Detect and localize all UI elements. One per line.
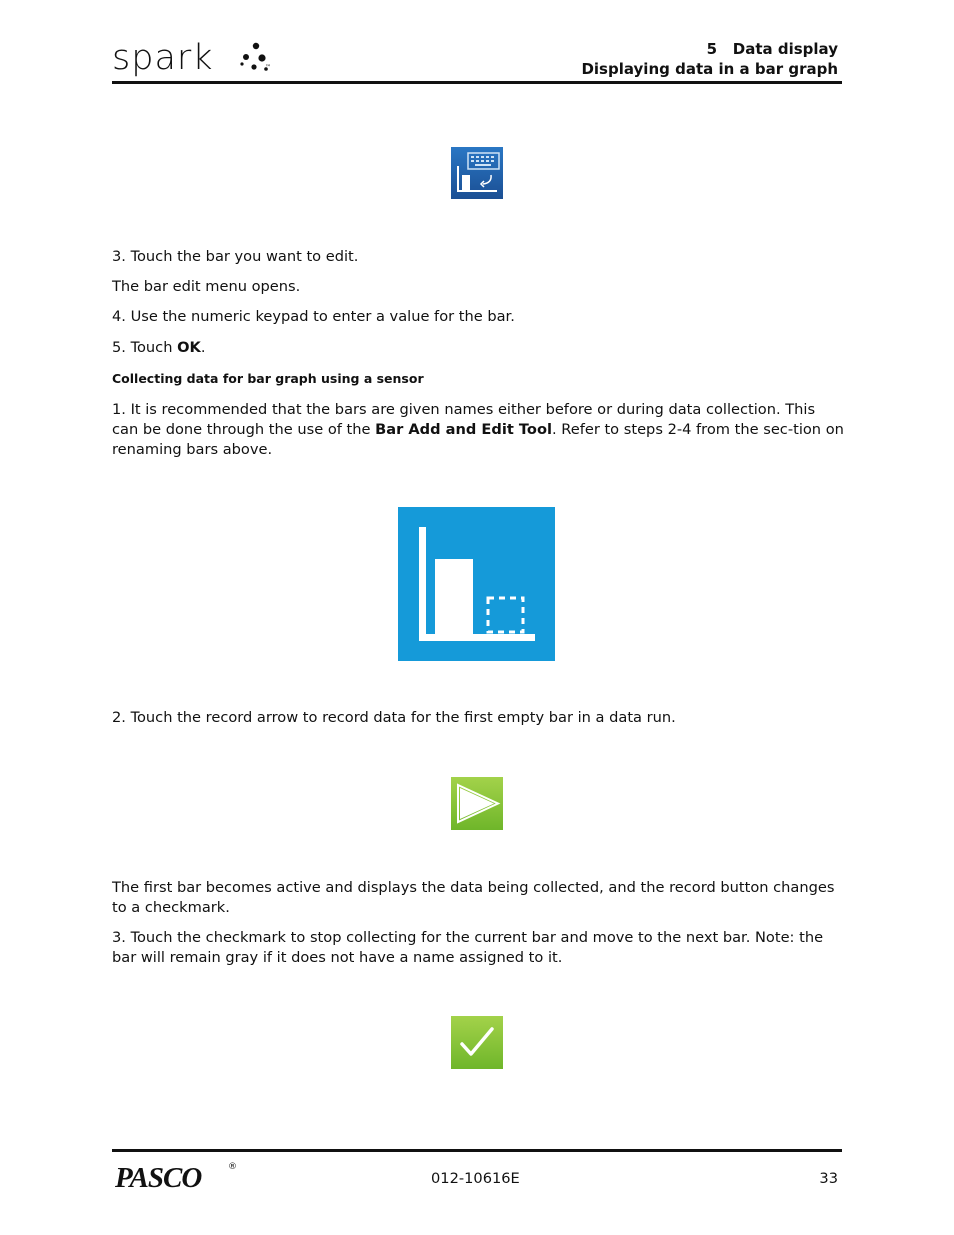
document-number: 012-10616E (431, 1170, 520, 1187)
section-heading-sensor: Collecting data for bar graph using a sensor (112, 371, 424, 386)
record-arrow-icon (451, 777, 503, 830)
bar-add-edit-tool-label: Bar Add and Edit Tool (375, 421, 552, 438)
step-touch-ok (112, 338, 844, 358)
step-recommend-names (112, 400, 844, 460)
step-recommend-suffix: . Refer to steps 2-4 from the sec-tion on renaming bars above. (112, 421, 844, 458)
header-divider (112, 81, 842, 84)
trademark-symbol: ™ (265, 64, 271, 71)
spark-logo (112, 38, 271, 78)
step-touch-ok-suffix: . (200, 339, 206, 356)
pasco-logo (114, 1162, 237, 1194)
pasco-logo-mark-icon (114, 1164, 224, 1190)
step-record-arrow: 2. Touch the record arrow to record data for the first empty bar in a data run. (112, 709, 676, 726)
bar-add-edit-icon (398, 507, 555, 661)
step-recommend-prefix: 1. It is recommended that the bars are given names either before or during data collection. This can be done through the use of the (112, 401, 816, 438)
step-touch-bar: 3. Touch the bar you want to edit. (112, 248, 359, 265)
pasco-wordmark: PASCO (115, 1164, 202, 1190)
step-checkmark: 3. Touch the checkmark to stop collecting for the current bar and move to the next bar. Note: the bar will remain gray if it does not have a name assigned to it. (112, 929, 824, 966)
footer-divider (112, 1149, 842, 1152)
first-bar-active-text: The first bar becomes active and displays the data being collected, and the record button changes to a checkmark. (112, 879, 835, 916)
registered-mark: ® (228, 1162, 237, 1172)
spark-wordmark: spark (112, 38, 214, 78)
subsection-title: Displaying data in a bar graph (581, 60, 838, 78)
page-header-right (581, 39, 838, 79)
page-number: 33 (819, 1170, 838, 1187)
ok-label: OK (177, 339, 201, 356)
checkmark-icon (451, 1016, 503, 1069)
section-title: 5 Data display (706, 40, 838, 58)
step-touch-ok-prefix: 5. Touch (112, 339, 178, 356)
edit-menu-opens-text: The bar edit menu opens. (112, 278, 301, 295)
step-keypad: 4. Use the numeric keypad to enter a value for the bar. (112, 308, 515, 325)
keyboard-bar-edit-icon (451, 147, 503, 199)
